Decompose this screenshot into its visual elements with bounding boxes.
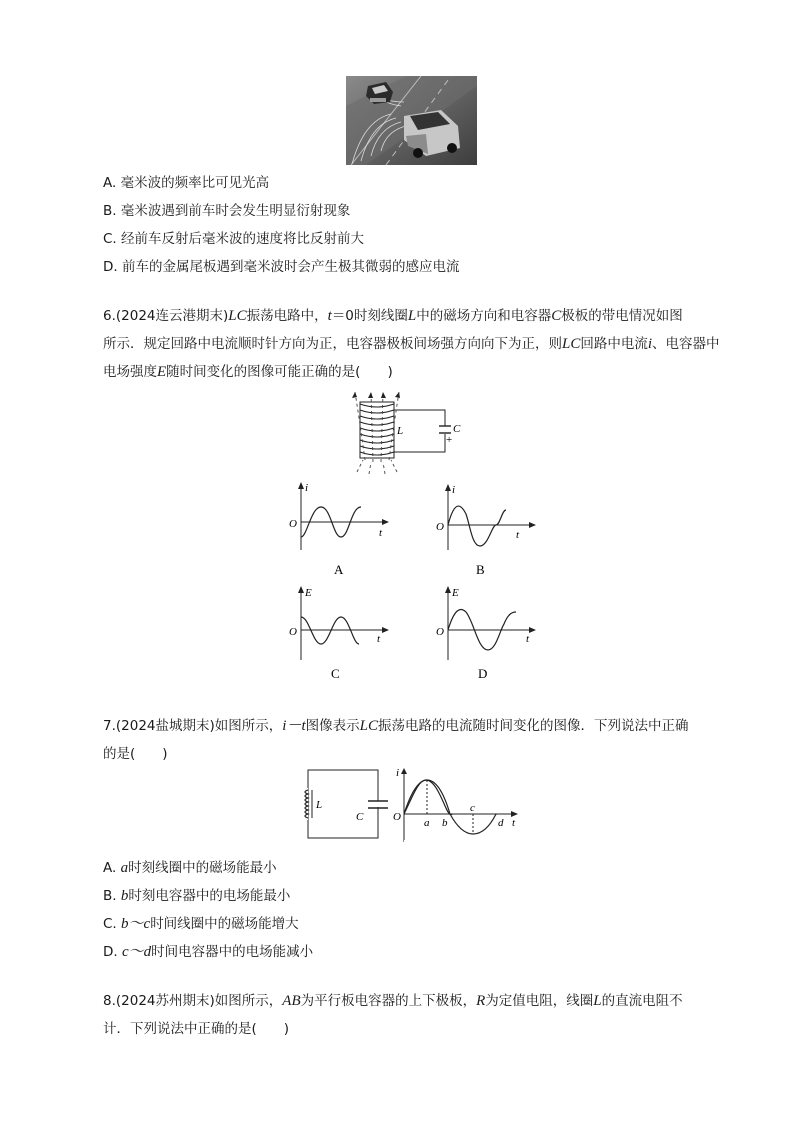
q7-circuit-and-graph (300, 762, 525, 844)
q7-option-d: D. c～d时间电容器中的电场能减小 (103, 944, 314, 960)
q7-option-b: B. b时刻电容器中的电场能最小 (103, 888, 291, 904)
q6-lc-circuit-figure (345, 390, 465, 475)
q6-graph-b (430, 480, 540, 580)
q7-stem-line1: 7.(2024盐城期末)如图所示，i－t图像表示LC振荡电路的电流随时间变化的图像．下列说法中正确 (103, 718, 689, 734)
q6-graph-d (430, 584, 540, 684)
q6-number: 6. (103, 308, 116, 324)
svg-text:t: t (377, 633, 381, 645)
svg-text:L: L (316, 799, 323, 811)
svg-text:O: O (289, 626, 297, 638)
q8-stem-line2: 计．下列说法中正确的是( ) (103, 1021, 290, 1037)
svg-text:b: b (442, 817, 448, 829)
q6-graph-c (283, 584, 393, 684)
q6-graph-b-label: B (476, 562, 485, 577)
svg-text:c: c (470, 802, 475, 814)
q6-stem-line3: 电场强度E随时间变化的图像可能正确的是( ) (103, 364, 393, 380)
q7-option-c: C. b～c时间线圈中的磁场能增大 (103, 916, 299, 932)
q6-symbol-lc: LC (228, 308, 247, 324)
svg-text:t: t (516, 529, 520, 541)
q7-source: (2024盐城期末) (115, 718, 215, 734)
q6-graph-a (283, 480, 393, 580)
svg-text:O: O (289, 518, 297, 530)
q7-stem-line2: 的是( ) (103, 746, 168, 762)
q6-graph-d-label: D (478, 666, 488, 681)
radar-car-photo (346, 76, 477, 165)
svg-text:O: O (436, 521, 444, 533)
q5-option-c: C. 经前车反射后毫米波的速度将比反射前大 (103, 231, 365, 247)
q5-option-b: B. 毫米波遇到前车时会发生明显衍射现象 (103, 203, 351, 219)
svg-text:E: E (452, 587, 459, 599)
q8-source: (2024苏州期末) (115, 993, 215, 1009)
q5-option-d: D. 前车的金属尾板遇到毫米波时会产生极其微弱的感应电流 (103, 259, 460, 275)
svg-text:E: E (305, 587, 312, 599)
svg-text:O: O (436, 626, 444, 638)
svg-text:a: a (424, 817, 430, 829)
q6-graph-c-label: C (331, 666, 340, 681)
svg-text:i: i (305, 482, 309, 494)
q6-fig-plus: + (446, 434, 453, 446)
svg-text:d: d (498, 817, 504, 829)
q7-option-a: A. a时刻线圈中的磁场能最小 (103, 860, 277, 876)
q6-fig-label-c: C (453, 423, 461, 435)
q7-number: 7. (103, 718, 116, 734)
svg-text:i: i (396, 767, 400, 779)
q6-graph-a-label: A (334, 562, 344, 577)
svg-text:C: C (356, 811, 364, 823)
q6-source: (2024连云港期末) (115, 308, 229, 324)
svg-text:i: i (452, 484, 456, 496)
svg-text:t: t (526, 633, 530, 645)
q5-option-a: A. 毫米波的频率比可见光高 (103, 175, 270, 191)
q8-number: 8. (103, 993, 116, 1009)
q6-stem-line1: 6.(2024连云港期末)LC振荡电路中，t＝0时刻线圈L中的磁场方向和电容器C极板的带电情况如图 (103, 308, 683, 324)
svg-text:t: t (379, 527, 383, 539)
q6-stem-line2: 所示．规定回路中电流顺时针方向为正，电容器极板间场强方向向下为正，则LC回路中电流i、电容器中 (103, 336, 720, 352)
svg-text:t: t (512, 817, 516, 829)
q6-fig-label-l: L (397, 425, 404, 437)
q8-stem-line1: 8.(2024苏州期末)如图所示，AB为平行板电容器的上下极板，R为定值电阻，线圈L的直流电阻不 (103, 993, 683, 1009)
svg-text:O: O (393, 811, 401, 823)
